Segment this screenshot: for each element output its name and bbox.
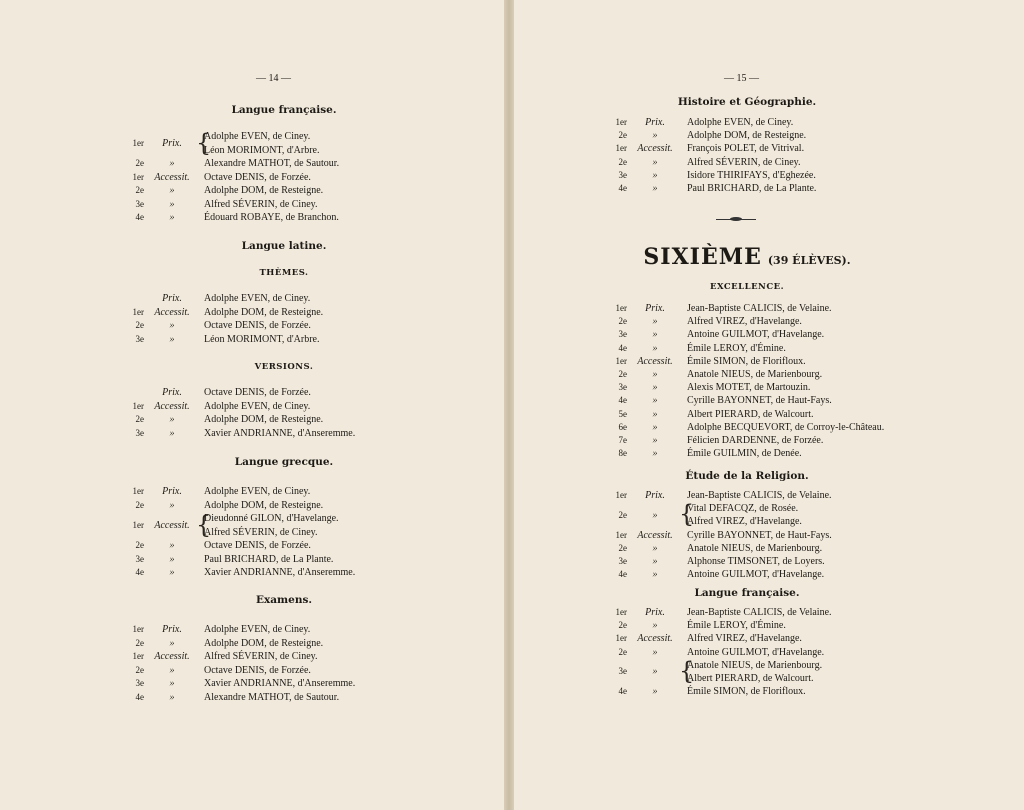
rank: 4e	[135, 691, 144, 702]
section-heading: Langue française.	[694, 587, 800, 599]
student-name: Émile GUILMIN, de Denée.	[687, 448, 802, 460]
student-name: Antoine GUILMOT, d'Havelange.	[687, 329, 825, 341]
rank: 3e	[135, 427, 144, 438]
award: »	[652, 169, 658, 181]
award: »	[169, 678, 175, 690]
award: »	[652, 448, 658, 460]
student-name: Albert PIERARD, de Walcourt.	[687, 672, 814, 684]
rank: 3e	[618, 666, 627, 677]
award: »	[169, 664, 175, 676]
student-name: Octave DENIS, de Forzée.	[204, 540, 311, 551]
award: Accessit.	[154, 400, 190, 412]
book-gutter	[504, 0, 514, 810]
award: »	[652, 369, 658, 381]
rank: 1er	[615, 117, 627, 128]
student-name: Jean-Baptiste CALICIS, de Velaine.	[687, 607, 832, 618]
student-name: Octave DENIS, de Forzée.	[204, 387, 311, 398]
rank: 3e	[618, 169, 627, 180]
student-name: Anatole NIEUS, de Marienbourg.	[687, 542, 823, 554]
student-name: Adolphe DOM, de Resteigne.	[204, 637, 324, 649]
class-count: (39 ÉLÈVES).	[767, 254, 851, 267]
student-name: Adolphe EVEN, de Ciney.	[204, 400, 311, 412]
award: Prix.	[162, 624, 182, 636]
student-name: Léon MORIMONT, d'Arbre.	[204, 333, 320, 345]
rank: 1er	[615, 633, 627, 644]
brace: {	[679, 657, 695, 685]
section-heading: Histoire et Géographie.	[677, 96, 817, 108]
rank: 1er	[615, 607, 627, 618]
rank: 2e	[135, 664, 144, 675]
student-name: Adolphe DOM, de Resteigne.	[204, 414, 324, 425]
rank: 1er	[615, 355, 627, 366]
award: Accessit.	[637, 633, 673, 645]
brace: {	[196, 510, 212, 539]
award: Prix.	[162, 486, 182, 498]
award: Prix.	[645, 490, 665, 502]
award: Accessit.	[154, 171, 190, 183]
class-title	[643, 244, 850, 270]
brace: {	[679, 500, 695, 529]
award: Prix.	[162, 293, 182, 305]
student-name: Alphonse TIMSONET, de Loyers.	[687, 556, 825, 567]
rank: 2e	[618, 156, 627, 167]
rank: 1er	[132, 624, 144, 635]
rank: 3e	[618, 382, 627, 393]
student-name: Paul BRICHARD, de La Plante.	[687, 183, 817, 194]
award: »	[652, 156, 658, 168]
rank: 4e	[135, 567, 144, 578]
rank: 3e	[135, 678, 144, 689]
student-name: Octave DENIS, de Forzée.	[204, 171, 311, 183]
rank: 1er	[615, 303, 627, 314]
award: Prix.	[162, 387, 182, 399]
award: »	[652, 329, 658, 341]
student-name: Adolphe EVEN, de Ciney.	[204, 131, 311, 142]
rank: 1er	[132, 171, 144, 182]
student-name: Xavier ANDRIANNE, d'Anseremme.	[204, 567, 356, 578]
subsection-heading: VERSIONS.	[254, 362, 314, 372]
student-name: Cyrille BAYONNET, de Haut-Fays.	[687, 529, 832, 541]
student-name: Léon MORIMONT, d'Arbre.	[204, 144, 320, 156]
student-name: Adolphe DOM, de Resteigne.	[204, 306, 324, 318]
right-page	[512, 0, 1024, 810]
student-name: Antoine GUILMOT, d'Havelange.	[687, 646, 825, 658]
section-heading: Examens.	[255, 594, 313, 606]
award: »	[169, 414, 175, 426]
left-page	[0, 0, 506, 810]
student-name: Alfred VIREZ, d'Havelange.	[687, 516, 802, 528]
award: »	[652, 408, 658, 420]
section-heading: Étude de la Religion.	[685, 470, 809, 482]
rank: 2e	[135, 414, 144, 425]
rank: 2e	[135, 158, 144, 169]
student-name: Félicien DARDENNE, de Forzée.	[687, 435, 824, 446]
rank: 2e	[618, 620, 627, 631]
student-name: Adolphe EVEN, de Ciney.	[687, 117, 794, 128]
award: »	[652, 395, 658, 407]
student-name: Émile LEROY, d'Émine.	[687, 620, 786, 632]
award: Prix.	[162, 138, 182, 149]
student-name: Jean-Baptiste CALICIS, de Velaine.	[687, 303, 832, 314]
rank: 2e	[618, 369, 627, 380]
award: »	[169, 333, 175, 345]
award: »	[652, 686, 658, 698]
section-heading: Langue latine.	[241, 240, 327, 252]
student-name: Alfred VIREZ, d'Havelange.	[687, 633, 802, 645]
student-name: Alfred SÉVERIN, de Ciney.	[204, 526, 318, 538]
award: »	[169, 637, 175, 649]
student-name: Alexandre MATHOT, de Sautour.	[204, 158, 340, 169]
student-name: Adolphe DOM, de Resteigne.	[204, 499, 324, 511]
award: »	[652, 509, 658, 521]
award: Prix.	[645, 607, 665, 619]
student-name: Albert PIERARD, de Walcourt.	[687, 408, 814, 420]
award: »	[652, 569, 658, 581]
award: »	[652, 183, 658, 195]
section-heading: Langue française.	[231, 104, 337, 116]
award: »	[169, 567, 175, 579]
rank: 2e	[135, 637, 144, 648]
student-name: Alfred SÉVERIN, de Ciney.	[687, 156, 801, 168]
rank: 2e	[135, 540, 144, 551]
student-name: Édouard ROBAYE, de Branchon.	[204, 212, 339, 223]
award: »	[652, 342, 658, 354]
rank: 2e	[618, 509, 627, 520]
rank: 7e	[618, 435, 627, 446]
award: »	[169, 198, 175, 210]
student-name: Anatole NIEUS, de Marienbourg.	[687, 659, 823, 671]
student-name: Isidore THIRIFAYS, d'Eghezée.	[687, 169, 816, 181]
rank: 4e	[618, 342, 627, 353]
student-name: Émile LEROY, d'Émine.	[687, 342, 786, 354]
rank: 4e	[618, 686, 627, 697]
student-name: Émile SIMON, de Florifloux.	[687, 686, 806, 698]
award: Accessit.	[154, 520, 190, 531]
rank: 3e	[135, 198, 144, 209]
student-name: Octave DENIS, de Forzée.	[204, 664, 311, 676]
rank: 1er	[132, 651, 144, 662]
student-name: Anatole NIEUS, de Marienbourg.	[687, 369, 823, 380]
rank: 2e	[135, 320, 144, 331]
rank: 2e	[618, 316, 627, 327]
award: »	[169, 320, 175, 332]
class-name: SIXIÈME	[643, 244, 762, 270]
subsection-heading: THÈMES.	[259, 268, 309, 278]
student-name: Vital DEFACQZ, de Rosée.	[687, 503, 799, 515]
section-heading: Langue grecque.	[234, 456, 334, 468]
rank: 4e	[135, 212, 144, 223]
student-name: Cyrille BAYONNET, de Haut-Fays.	[687, 395, 832, 407]
rank: 1er	[132, 138, 144, 148]
rank: 1er	[132, 306, 144, 317]
rank: 2e	[135, 499, 144, 510]
rank: 5e	[618, 408, 627, 419]
student-name: Antoine GUILMOT, d'Havelange.	[687, 569, 825, 581]
student-name: Octave DENIS, de Forzée.	[204, 320, 311, 331]
subsection-heading: EXCELLENCE.	[709, 282, 785, 292]
award: »	[652, 542, 658, 554]
rank: 3e	[135, 333, 144, 344]
student-name: Alexandre MATHOT, de Sautour.	[204, 691, 340, 703]
award: Accessit.	[154, 306, 190, 318]
award: »	[652, 130, 658, 142]
rank: 2e	[135, 185, 144, 196]
student-name: Xavier ANDRIANNE, d'Anseremme.	[204, 427, 356, 439]
award: »	[169, 553, 175, 565]
student-name: Adolphe EVEN, de Ciney.	[204, 486, 311, 497]
rank: 1er	[132, 400, 144, 411]
award: Accessit.	[637, 143, 673, 155]
brace: {	[196, 128, 212, 157]
award: »	[652, 435, 658, 447]
award: »	[652, 421, 658, 433]
rank: 1er	[132, 486, 144, 497]
student-name: Alfred SÉVERIN, de Ciney.	[204, 198, 318, 210]
student-name: Adolphe DOM, de Resteigne.	[687, 130, 807, 142]
award: »	[652, 316, 658, 328]
award: Prix.	[645, 303, 665, 315]
student-name: Jean-Baptiste CALICIS, de Velaine.	[687, 490, 832, 501]
award: »	[169, 212, 175, 224]
award: »	[652, 556, 658, 568]
award: »	[169, 185, 175, 197]
rank: 1er	[615, 529, 627, 540]
student-name: Paul BRICHARD, de La Plante.	[204, 553, 334, 565]
page-number: — 15 —	[724, 73, 759, 84]
page-number: — 14 —	[256, 73, 291, 84]
award: »	[169, 158, 175, 170]
rank: 8e	[618, 448, 627, 459]
student-name: Adolphe DOM, de Resteigne.	[204, 185, 324, 196]
rank: 1er	[615, 143, 627, 154]
student-name: Dieudonné GILON, d'Havelange.	[204, 513, 339, 524]
award: Accessit.	[637, 529, 673, 541]
rank: 4e	[618, 569, 627, 580]
student-name: Xavier ANDRIANNE, d'Anseremme.	[204, 678, 356, 689]
award: »	[169, 427, 175, 439]
rank: 1er	[132, 520, 144, 530]
award: »	[652, 620, 658, 632]
student-name: Adolphe BECQUEVORT, de Corroy-le-Château.	[687, 421, 885, 433]
rank: 2e	[618, 542, 627, 553]
student-name: Alexis MOTET, de Martouzin.	[687, 382, 811, 394]
student-name: Alfred SÉVERIN, de Ciney.	[204, 651, 318, 662]
award: »	[169, 540, 175, 552]
award: »	[652, 666, 658, 678]
award: »	[169, 691, 175, 703]
award: Accessit.	[154, 651, 190, 663]
rank: 3e	[618, 556, 627, 567]
student-name: Adolphe EVEN, de Ciney.	[204, 293, 311, 304]
award: »	[652, 382, 658, 394]
rank: 3e	[135, 553, 144, 564]
award: Accessit.	[637, 355, 673, 367]
student-name: François POLET, de Vitrival.	[687, 143, 805, 155]
rank: 2e	[618, 130, 627, 141]
award: »	[169, 499, 175, 511]
rank: 4e	[618, 395, 627, 406]
rank: 1er	[615, 490, 627, 501]
rank: 3e	[618, 329, 627, 340]
student-name: Émile SIMON, de Florifloux.	[687, 355, 806, 367]
student-name: Alfred VIREZ, d'Havelange.	[687, 316, 802, 328]
rank: 6e	[618, 421, 627, 432]
rank: 2e	[618, 646, 627, 657]
award: Prix.	[645, 117, 665, 129]
award: »	[652, 646, 658, 658]
student-name: Adolphe EVEN, de Ciney.	[204, 624, 311, 635]
rank: 4e	[618, 183, 627, 194]
ornament-divider	[716, 219, 756, 220]
